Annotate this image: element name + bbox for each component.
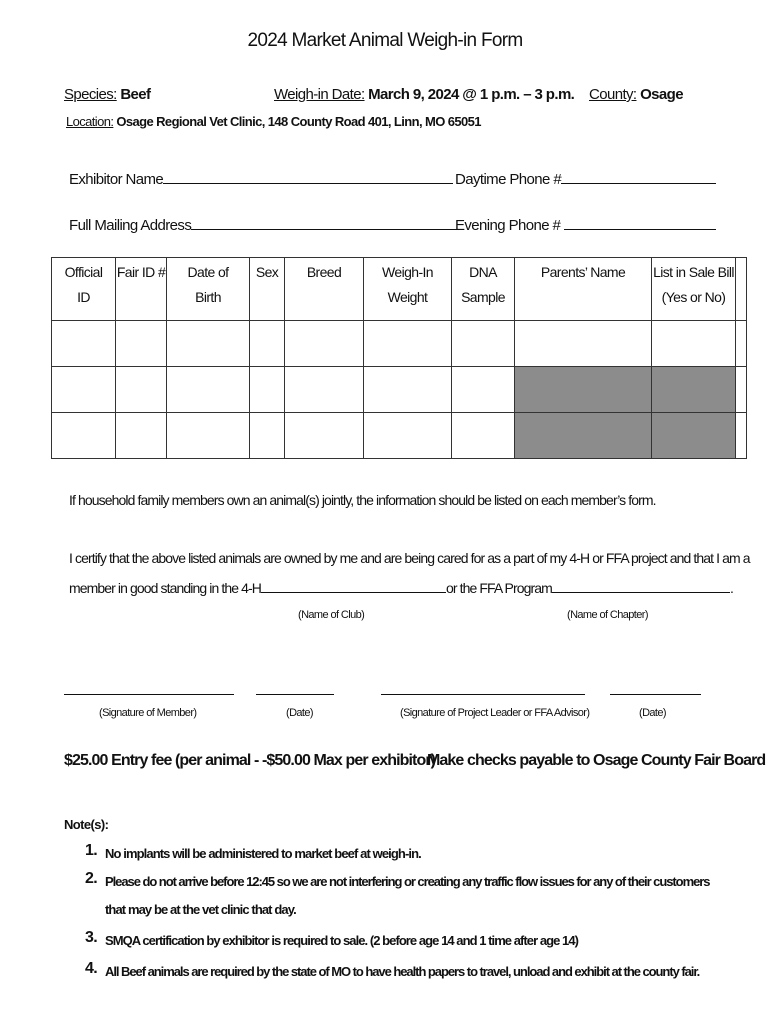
cell-sale-bill[interactable]: [652, 321, 736, 367]
exhibitor-name-label: Exhibitor Name: [69, 171, 164, 188]
household-note: If household family members own an animal(s) jointly, the information should be listed on each member’s form.: [69, 492, 656, 508]
note-number-4: 4.: [85, 960, 98, 977]
exhibitor-name-line[interactable]: [163, 169, 453, 184]
chapter-name-line[interactable]: [552, 578, 730, 593]
leader-date-caption: (Date): [639, 707, 666, 719]
cell-breed[interactable]: [285, 413, 364, 459]
note-number-1: 1.: [85, 842, 98, 859]
daytime-phone-line[interactable]: [561, 169, 716, 184]
notes-heading: Note(s):: [64, 817, 109, 832]
table-header-row: [52, 258, 747, 321]
weigh-in-date-value: March 9, 2024 @ 1 p.m. – 3 p.m.: [368, 86, 575, 103]
certify-line-1: I certify that the above listed animals are owned by me and are being cared for as a part of my 4-H or FFA project and that I am a: [69, 550, 750, 566]
species-row: [64, 86, 150, 103]
col-edge: [736, 258, 747, 321]
note-text-3: SMQA certification by exhibitor is required to sale. (2 before age 14 and 1 time after age 14): [105, 933, 578, 948]
species-value: Beef: [120, 86, 151, 103]
exhibitor-name-field[interactable]: [69, 169, 453, 188]
evening-phone-line[interactable]: [564, 215, 716, 230]
cell-weight[interactable]: [364, 413, 452, 459]
weigh-in-date-label: Weigh-in Date:: [274, 86, 365, 103]
member-signature-caption: (Signature of Member): [99, 707, 197, 719]
certify-line-2: [69, 578, 733, 596]
cell-sale-bill-shaded: [652, 413, 736, 459]
entry-fee-text: $25.00 Entry fee (per animal - -$50.00 Max per exhibitor): [64, 752, 436, 769]
col-sex: Sex: [250, 258, 285, 321]
form-title: 2024 Market Animal Weigh-in Form: [247, 30, 523, 51]
club-name-line[interactable]: [261, 578, 446, 593]
cell-sex[interactable]: [250, 413, 285, 459]
mailing-address-line[interactable]: [191, 215, 461, 230]
cell-parents-shaded: [515, 413, 652, 459]
col-date-of-birth: Date of Birth: [167, 258, 250, 321]
cell-edge: [736, 413, 747, 459]
weigh-in-date-row: [274, 86, 574, 103]
col-sale-bill: List in Sale Bill (Yes or No): [652, 258, 736, 321]
cell-fair-id[interactable]: [116, 413, 167, 459]
certify-line-2-start: member in good standing in the 4-H: [69, 580, 261, 596]
cell-sex[interactable]: [250, 367, 285, 413]
note-number-2: 2.: [85, 870, 98, 887]
leader-signature-caption: (Signature of Project Leader or FFA Advisor): [400, 707, 590, 719]
evening-phone-label: Evening Phone #: [455, 217, 561, 234]
cell-official-id[interactable]: [52, 367, 116, 413]
cell-sale-bill-shaded: [652, 367, 736, 413]
cell-dob[interactable]: [167, 413, 250, 459]
cell-weight[interactable]: [364, 367, 452, 413]
table-row: [52, 413, 747, 459]
cell-fair-id[interactable]: [116, 321, 167, 367]
cell-weight[interactable]: [364, 321, 452, 367]
evening-phone-field[interactable]: [455, 215, 716, 234]
chapter-caption: (Name of Chapter): [567, 609, 648, 621]
mailing-address-field[interactable]: [69, 215, 461, 234]
member-signature-line[interactable]: [64, 694, 234, 695]
certify-line-2-end: .: [729, 580, 733, 596]
col-fair-id: Fair ID #: [116, 258, 167, 321]
member-date-line[interactable]: [256, 694, 334, 695]
table-row: [52, 367, 747, 413]
member-date-caption: (Date): [286, 707, 313, 719]
species-label: Species:: [64, 86, 117, 103]
cell-dna[interactable]: [452, 321, 515, 367]
county-row: [589, 86, 683, 103]
cell-official-id[interactable]: [52, 413, 116, 459]
cell-parents-shaded: [515, 367, 652, 413]
leader-signature-line[interactable]: [381, 694, 585, 695]
note-number-3: 3.: [85, 929, 98, 946]
cell-parents[interactable]: [515, 321, 652, 367]
cell-dna[interactable]: [452, 413, 515, 459]
note-text-1: No implants will be administered to market beef at weigh-in.: [105, 846, 421, 861]
cell-dna[interactable]: [452, 367, 515, 413]
checks-payable-text: Make checks payable to Osage County Fair Board: [427, 752, 766, 769]
note-text-2: Please do not arrive before 12:45 so we are not interfering or creating any traffic flow issues for any of their customers: [105, 874, 710, 889]
daytime-phone-field[interactable]: [455, 169, 716, 188]
daytime-phone-label: Daytime Phone #: [455, 171, 562, 188]
cell-breed[interactable]: [285, 367, 364, 413]
cell-fair-id[interactable]: [116, 367, 167, 413]
col-parents-name: Parents’ Name: [515, 258, 652, 321]
col-dna-sample: DNA Sample: [452, 258, 515, 321]
county-value: Osage: [640, 86, 683, 103]
certify-line-2-mid: or the FFA Program: [445, 580, 552, 596]
cell-edge: [736, 367, 747, 413]
col-weigh-in-weight: Weigh-In Weight: [364, 258, 452, 321]
cell-breed[interactable]: [285, 321, 364, 367]
cell-edge: [736, 321, 747, 367]
table-row: [52, 321, 747, 367]
animal-table: [51, 257, 747, 459]
leader-date-line[interactable]: [610, 694, 701, 695]
club-caption: (Name of Club): [298, 609, 365, 621]
cell-official-id[interactable]: [52, 321, 116, 367]
location-label: Location:: [66, 114, 114, 129]
cell-dob[interactable]: [167, 321, 250, 367]
mailing-address-label: Full Mailing Address: [69, 217, 192, 234]
location-row: [66, 114, 481, 129]
col-breed: Breed: [285, 258, 364, 321]
note-text-4: All Beef animals are required by the state of MO to have health papers to travel, unload and exhibit at the county fair.: [105, 964, 700, 979]
cell-sex[interactable]: [250, 321, 285, 367]
cell-dob[interactable]: [167, 367, 250, 413]
location-value: Osage Regional Vet Clinic, 148 County Road 401, Linn, MO 65051: [116, 114, 481, 129]
note-text-2-cont: that may be at the vet clinic that day.: [105, 902, 296, 917]
col-official-id: Official ID: [52, 258, 116, 321]
county-label: County:: [589, 86, 637, 103]
